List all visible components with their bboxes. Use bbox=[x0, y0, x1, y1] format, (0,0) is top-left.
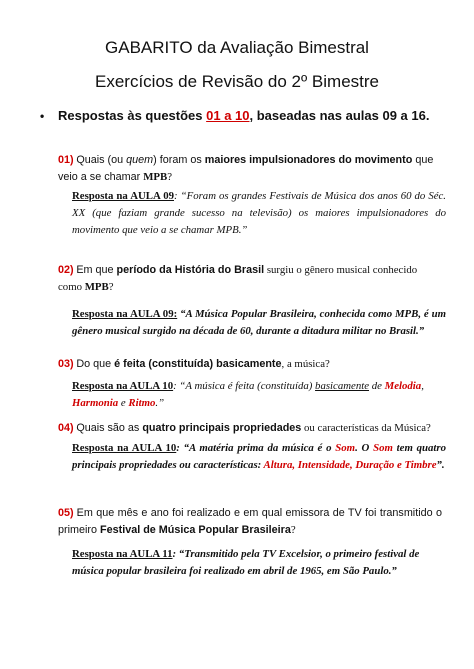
question-number: 04) bbox=[58, 422, 74, 434]
page-subtitle: Exercícios de Revisão do 2º Bimestre bbox=[95, 72, 379, 91]
question-text: é feita (constituída) basicamente bbox=[114, 358, 282, 370]
answer-label: Resposta na AULA 10 bbox=[72, 380, 174, 392]
question-text: Quais são as bbox=[76, 422, 143, 434]
answer-04 bbox=[72, 440, 446, 474]
question-text: ) foram os bbox=[153, 154, 205, 166]
intro-range: 01 a 10 bbox=[206, 108, 250, 123]
answer-highlight: Harmonia bbox=[72, 397, 119, 409]
answer-text: : “A matéria prima da música é o bbox=[176, 442, 336, 454]
question-02 bbox=[58, 262, 442, 296]
answer-highlight: Ritmo bbox=[128, 397, 156, 409]
page-title: GABARITO da Avaliação Bimestral bbox=[105, 38, 369, 57]
question-text: , a música? bbox=[281, 358, 330, 370]
answer-01 bbox=[72, 188, 446, 239]
answer-03 bbox=[72, 378, 446, 412]
question-text: quem bbox=[126, 154, 154, 166]
question-text: período da História do Brasil bbox=[116, 264, 265, 276]
question-text: que veio a se chamar bbox=[58, 154, 434, 183]
answer-text: “A Música Popular Brasileira, conhecida como MPB, é um gênero musical surgido na década de 60, durante a ditadura militar no Brasil.” bbox=[72, 308, 446, 337]
question-text: Em que bbox=[76, 264, 117, 276]
answer-text: : “A música é feita (constituída) bbox=[173, 380, 316, 392]
question-01 bbox=[58, 152, 442, 186]
answer-text: , bbox=[421, 380, 424, 392]
answer-text: : “Foram os grandes Festivais de Música dos anos 60 do Séc. XX (que faziam grande sucesso na televisão) os maiores impulsionadores do movimento que veio a se chamar MPB.” bbox=[72, 190, 447, 236]
answer-label: Resposta na AULA 09 bbox=[72, 190, 174, 202]
question-text: ? bbox=[108, 281, 114, 293]
intro-bullet-line bbox=[40, 108, 460, 123]
question-03 bbox=[58, 356, 442, 373]
question-text: MPB bbox=[143, 171, 168, 183]
question-text: ou características da Música? bbox=[301, 422, 431, 434]
answer-text: . O bbox=[355, 442, 374, 454]
answer-label: Resposta na AULA 10 bbox=[72, 442, 177, 454]
answer-text: tem quatro principais propriedades ou características: bbox=[72, 442, 447, 471]
question-text: Festival de Música Popular Brasileira bbox=[100, 524, 291, 536]
answer-highlight: Som bbox=[335, 442, 356, 454]
question-text: surgiu o gênero musical conhecido como bbox=[58, 264, 418, 293]
question-text: MPB bbox=[84, 281, 109, 293]
question-text: quatro principais propriedades bbox=[142, 422, 302, 434]
question-text: ? bbox=[290, 524, 296, 536]
question-text: Quais (ou bbox=[76, 154, 127, 166]
question-text: Do que bbox=[76, 358, 115, 370]
answer-05 bbox=[72, 546, 446, 580]
bullet-icon: • bbox=[40, 109, 45, 123]
question-text: ? bbox=[167, 171, 173, 183]
question-04 bbox=[58, 420, 442, 437]
question-text: maiores impulsionadores do movimento bbox=[204, 154, 413, 166]
question-05 bbox=[58, 505, 442, 539]
intro-text-after: , baseadas nas aulas 09 a 16. bbox=[249, 108, 430, 123]
answer-highlight: Altura, Intensidade, Duração e Timbre bbox=[263, 459, 437, 471]
answer-text: e bbox=[118, 397, 129, 409]
answer-text: .” bbox=[155, 397, 165, 409]
answer-text: de bbox=[369, 380, 385, 392]
answer-text: basicamente bbox=[315, 380, 370, 392]
intro-text-before: Respostas às questões bbox=[58, 108, 207, 123]
answer-highlight: Melodia bbox=[384, 380, 422, 392]
answer-highlight: Som bbox=[373, 442, 393, 454]
answer-text: : “Transmitido pela TV Excelsior, o primeiro festival de música popular brasileira foi realizado em abril de 1965, em São Paulo.” bbox=[72, 548, 420, 577]
question-number: 01) bbox=[58, 154, 74, 166]
question-number: 03) bbox=[58, 358, 74, 370]
answer-label: Resposta na AULA 11 bbox=[72, 548, 173, 560]
question-text: Em que mês e ano foi realizado e em qual emissora de TV foi transmitido o primeiro bbox=[58, 507, 442, 536]
answer-02 bbox=[72, 306, 446, 340]
question-number: 02) bbox=[58, 264, 74, 276]
question-number: 05) bbox=[58, 507, 74, 519]
answer-text: ”. bbox=[436, 459, 445, 471]
answer-label: Resposta na AULA 09: bbox=[72, 308, 178, 320]
